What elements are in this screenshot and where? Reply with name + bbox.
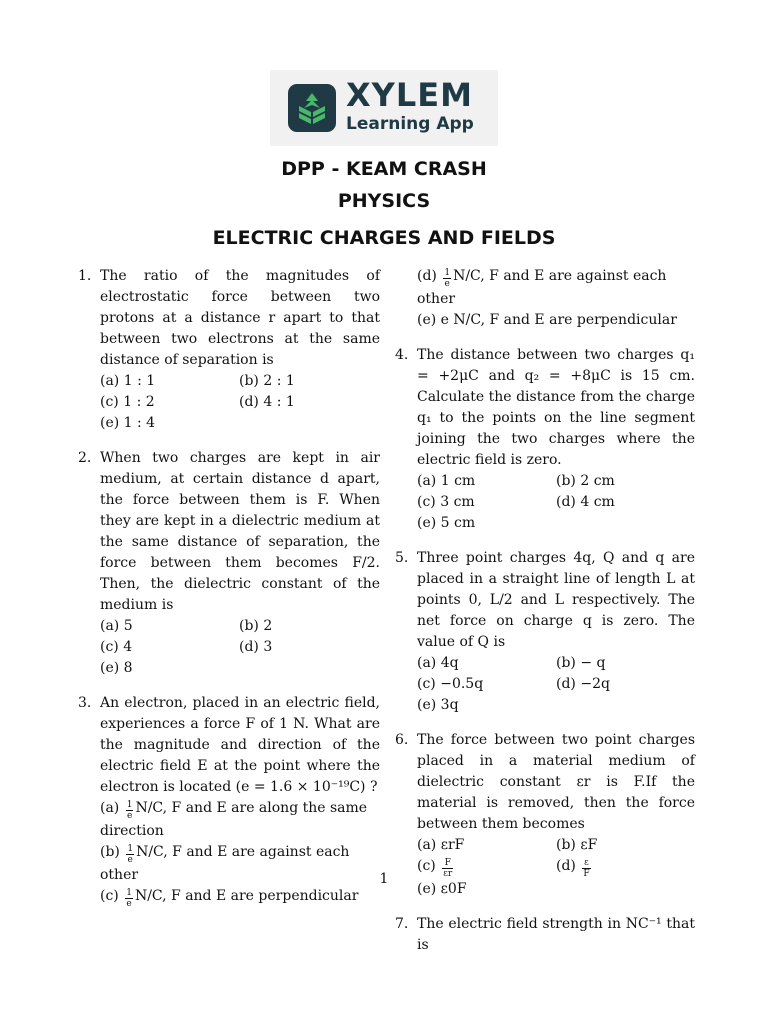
fraction: $\frac{1}{e}$ [126, 888, 132, 909]
fraction: $\frac{F}{\varepsilon r}$ [443, 858, 453, 879]
options [417, 653, 695, 716]
question-text: An electron, placed in an electric field, experiences a force F of 1 N. What are the magnitude and direction of the electric field E at the point where the electron is located (e = 1.6 × 10⁻¹⁹C) ? [100, 695, 380, 795]
option-b: (b) εF [556, 837, 598, 853]
question-text: The force between two point charges placed in a material medium of dielectric constant εr is F.If the material is removed, then the force between them becomes [417, 732, 695, 832]
option-a: (a) 1 cm [417, 473, 476, 489]
option-text: N/C, F and E are against each other [417, 268, 667, 307]
page-number: 1 [379, 871, 389, 887]
option-d: (d) $\frac{\varepsilon}{F}$ [556, 858, 590, 879]
question-number: 2. [78, 450, 92, 466]
question-text: The ratio of the magnitudes of electrostatic force between two protons at a distance r apart to that between two electrons at the same distance of separation is [100, 268, 380, 368]
option-a: (a) 4q [417, 655, 459, 671]
option-c: (c) 3 cm [417, 494, 475, 510]
fraction: $\frac{1}{e}$ [126, 800, 133, 821]
option-d: (d) 3 [239, 639, 273, 655]
option-e: (e) 5 cm [417, 515, 476, 531]
option-d: (d) 4 cm [556, 494, 615, 510]
question-2 [78, 448, 380, 679]
option-label: (c) [100, 888, 119, 904]
fraction: $\frac{1}{e}$ [444, 268, 451, 289]
option-e: (e) 8 [100, 660, 133, 676]
leaf-icon [288, 84, 336, 132]
options [100, 371, 380, 434]
option-c: (c) −0.5q [417, 676, 484, 692]
logo-name: XYLEM [346, 76, 473, 114]
left-column [78, 266, 380, 923]
option-text: N/C, F and E are along the same direction [100, 800, 368, 839]
document-title: DPP - KEAM CRASH [281, 158, 487, 180]
question-number: 1. [78, 268, 92, 284]
option-text: N/C, F and E are perpendicular [134, 888, 359, 904]
fraction: $\frac{1}{e}$ [127, 844, 134, 865]
option-text: N/C, F and E are against each other [100, 844, 350, 883]
option-e: (e) 3q [417, 697, 459, 713]
question-text: When two charges are kept in air medium, at certain distance d apart, the force between them is F. When they are kept in a dielectric medium at the same distance of separation, the force between them becomes F/2. Then, the dielectric constant of the medium is [100, 450, 380, 613]
option-c: (c) 4 [100, 639, 133, 655]
option-b: (b) − q [556, 655, 606, 671]
option-e: (e) 1 : 4 [100, 415, 156, 431]
option-b: (b) 2 : 1 [239, 373, 295, 389]
fraction: $\frac{\varepsilon}{F}$ [583, 858, 590, 879]
question-text: The distance between two charges q₁ = +2μC and q₂ = +8μC is 15 cm. Calculate the distance from the charge q₁ to the points on the line segment joining the two charges where the electric field is zero. [417, 347, 695, 468]
option-b: (b) 2 [239, 618, 273, 634]
option-c: (c) $\frac{F}{\varepsilon r}$ [417, 858, 453, 879]
question-number: 5. [395, 550, 409, 566]
question-text: The electric field strength in NC⁻¹ that is [417, 916, 695, 953]
question-text: Three point charges 4q, Q and q are placed in a straight line of length L at points 0, L/2 and L respectively. The net force on charge q is zero. The value of Q is [417, 550, 695, 650]
option-e [417, 310, 695, 331]
logo-subtitle: Learning App [346, 114, 474, 134]
option-a: (a) εrF [417, 837, 465, 853]
option-d: (d) −2q [556, 676, 610, 692]
options [417, 835, 695, 900]
question-number: 4. [395, 347, 409, 363]
option-label: (e) [417, 312, 437, 328]
options [100, 616, 380, 679]
option-c [100, 886, 380, 909]
subject-title: PHYSICS [337, 190, 431, 212]
option-label: (b) [100, 844, 120, 860]
question-number: 7. [395, 916, 409, 932]
question-5 [395, 548, 695, 716]
option-c: (c) 1 : 2 [100, 394, 155, 410]
option-a [100, 798, 380, 842]
option-label: (d) [417, 268, 437, 284]
right-column [395, 266, 695, 970]
options [417, 471, 695, 534]
chapter-title: ELECTRIC CHARGES AND FIELDS [212, 227, 556, 249]
option-e: (e) ε0F [417, 881, 467, 897]
option-label: (a) [100, 800, 120, 816]
question-7 [395, 914, 695, 956]
option-a: (a) 5 [100, 618, 133, 634]
question-3-continued [395, 266, 695, 331]
question-number: 6. [395, 732, 409, 748]
logo [270, 70, 498, 146]
option-a: (a) 1 : 1 [100, 373, 156, 389]
question-4 [395, 345, 695, 534]
option-text: e N/C, F and E are perpendicular [440, 312, 677, 328]
question-1 [78, 266, 380, 434]
question-number: 3. [78, 695, 92, 711]
option-b: (b) 2 cm [556, 473, 615, 489]
option-d: (d) 4 : 1 [239, 394, 295, 410]
option-d [417, 266, 695, 310]
